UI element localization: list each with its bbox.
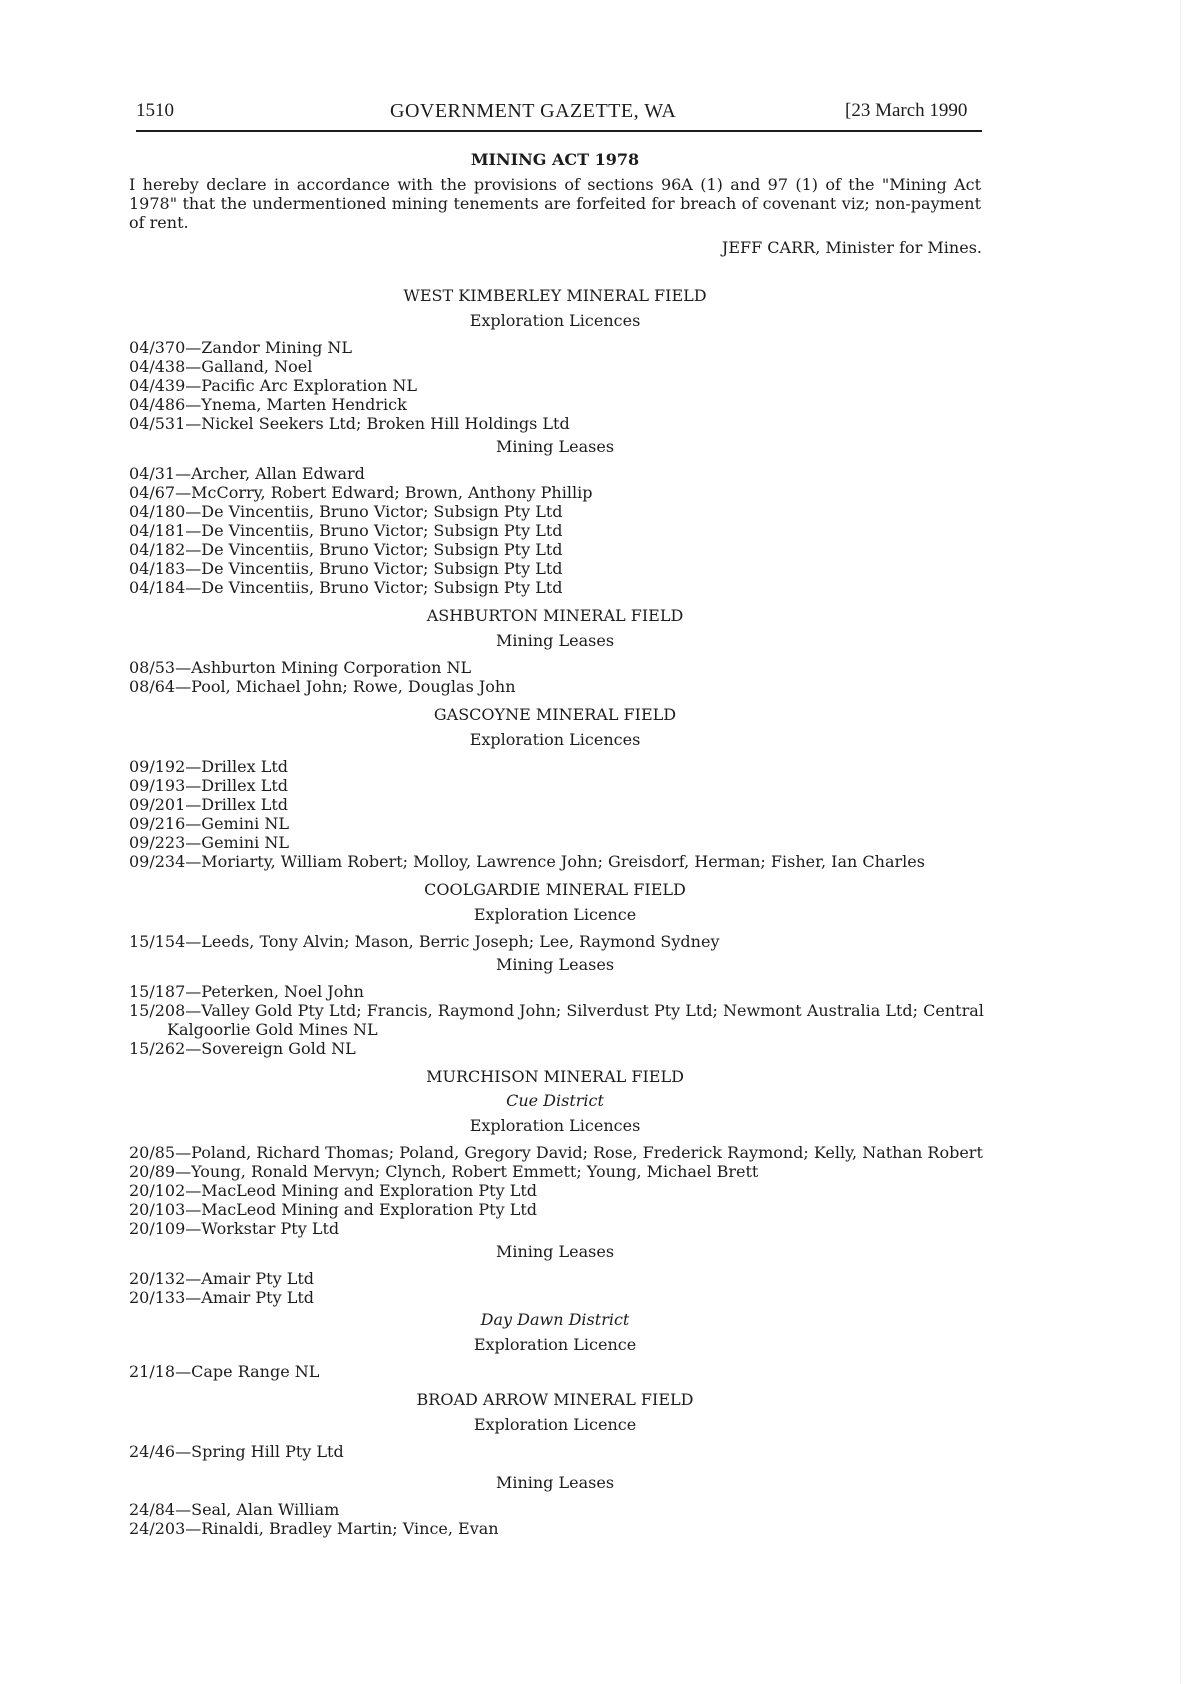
list-item: 09/216—Gemini NL [129, 814, 289, 833]
list-item: 20/103—MacLeod Mining and Exploration Pty Ltd [129, 1200, 538, 1219]
subheading-exploration: Exploration Licences [469, 311, 641, 330]
field-heading-murchison: MURCHISON MINERAL FIELD [426, 1067, 684, 1086]
subheading-mining: Mining Leases [495, 1473, 615, 1492]
field-heading-broad-arrow: BROAD ARROW MINERAL FIELD [416, 1390, 694, 1409]
field-heading-west-kimberley: WEST KIMBERLEY MINERAL FIELD [403, 286, 707, 305]
list-item: 20/85—Poland, Richard Thomas; Poland, Gregory David; Rose, Frederick Raymond; Kelly, Nathan Robert [129, 1143, 983, 1162]
list-item: 15/208—Valley Gold Pty Ltd; Francis, Raymond John; Silverdust Pty Ltd; Newmont Australia Ltd; Central Kalgoorlie Gold Mines NL [129, 1001, 984, 1039]
district-heading-cue: Cue District [506, 1091, 604, 1110]
header-rule [136, 130, 982, 132]
list-item: 15/187—Peterken, Noel John [129, 982, 364, 1001]
list-item: 04/180—De Vincentiis, Bruno Victor; Subsign Pty Ltd [129, 502, 563, 521]
list-item: 20/133—Amair Pty Ltd [129, 1288, 315, 1307]
list-item: 20/102—MacLeod Mining and Exploration Pty Ltd [129, 1181, 538, 1200]
list-item: 09/201—Drillex Ltd [129, 795, 288, 814]
list-item: 24/46—Spring Hill Pty Ltd [129, 1442, 344, 1461]
district-heading-day-dawn: Day Dawn District [480, 1310, 630, 1329]
field-heading-coolgardie: COOLGARDIE MINERAL FIELD [424, 880, 686, 899]
issue-date: [23 March 1990 [845, 100, 968, 121]
list-item: 09/223—Gemini NL [129, 833, 289, 852]
subheading-mining: Mining Leases [495, 437, 615, 456]
notice-intro: I hereby declare in accordance with the provisions of sections 96A (1) and 97 (1) of the "Mining Act 1978" that the undermentioned mining tenements are forfeited for breach of covenant viz; non-payment of rent. [129, 175, 981, 232]
list-item: 24/203—Rinaldi, Bradley Martin; Vince, Evan [129, 1519, 499, 1538]
subheading-mining: Mining Leases [495, 631, 615, 650]
list-item: 04/182—De Vincentiis, Bruno Victor; Subsign Pty Ltd [129, 540, 563, 559]
list-item: 04/486—Ynema, Marten Hendrick [129, 395, 407, 414]
subheading-exploration: Exploration Licences [469, 1116, 641, 1135]
tenement-list [129, 285, 989, 1538]
page-number: 1510 [136, 100, 174, 121]
subheading-mining: Mining Leases [495, 955, 615, 974]
gazette-title: GOVERNMENT GAZETTE, WA [390, 100, 677, 122]
subheading-exploration: Exploration Licences [469, 730, 641, 749]
list-item: 20/109—Workstar Pty Ltd [129, 1219, 340, 1238]
list-item: 08/53—Ashburton Mining Corporation NL [129, 658, 472, 677]
list-item: 20/132—Amair Pty Ltd [129, 1269, 315, 1288]
list-item: 24/84—Seal, Alan William [129, 1500, 340, 1519]
list-item: 04/184—De Vincentiis, Bruno Victor; Subsign Pty Ltd [129, 578, 563, 597]
list-item: 20/89—Young, Ronald Mervyn; Clynch, Robert Emmett; Young, Michael Brett [129, 1162, 759, 1181]
subheading-exploration: Exploration Licence [473, 905, 637, 924]
field-heading-gascoyne: GASCOYNE MINERAL FIELD [433, 705, 677, 724]
signer: JEFF CARR, Minister for Mines. [721, 238, 982, 257]
list-item: 15/262—Sovereign Gold NL [129, 1039, 356, 1058]
list-item: 04/181—De Vincentiis, Bruno Victor; Subsign Pty Ltd [129, 521, 563, 540]
list-item: 21/18—Cape Range NL [129, 1362, 320, 1381]
list-item: 04/370—Zandor Mining NL [129, 338, 353, 357]
list-item: 04/531—Nickel Seekers Ltd; Broken Hill Holdings Ltd [129, 414, 570, 433]
field-heading-ashburton: ASHBURTON MINERAL FIELD [426, 606, 684, 625]
list-item: 04/438—Galland, Noel [129, 357, 313, 376]
list-item: 04/67—McCorry, Robert Edward; Brown, Anthony Phillip [129, 483, 593, 502]
list-item: 09/192—Drillex Ltd [129, 757, 288, 776]
list-item: 08/64—Pool, Michael John; Rowe, Douglas John [129, 677, 516, 696]
list-item: 04/439—Pacific Arc Exploration NL [129, 376, 417, 395]
list-item: 04/183—De Vincentiis, Bruno Victor; Subsign Pty Ltd [129, 559, 563, 578]
page-edge [1180, 0, 1181, 1684]
subheading-mining: Mining Leases [495, 1242, 615, 1261]
list-item: 09/193—Drillex Ltd [129, 776, 288, 795]
subheading-exploration: Exploration Licence [473, 1335, 637, 1354]
subheading-exploration: Exploration Licence [473, 1415, 637, 1434]
list-item: 09/234—Moriarty, William Robert; Molloy, Lawrence John; Greisdorf, Herman; Fisher, Ian Charles [129, 852, 925, 871]
list-item: 04/31—Archer, Allan Edward [129, 464, 365, 483]
list-item: 15/154—Leeds, Tony Alvin; Mason, Berric Joseph; Lee, Raymond Sydney [129, 932, 720, 951]
act-title: MINING ACT 1978 [470, 150, 640, 169]
